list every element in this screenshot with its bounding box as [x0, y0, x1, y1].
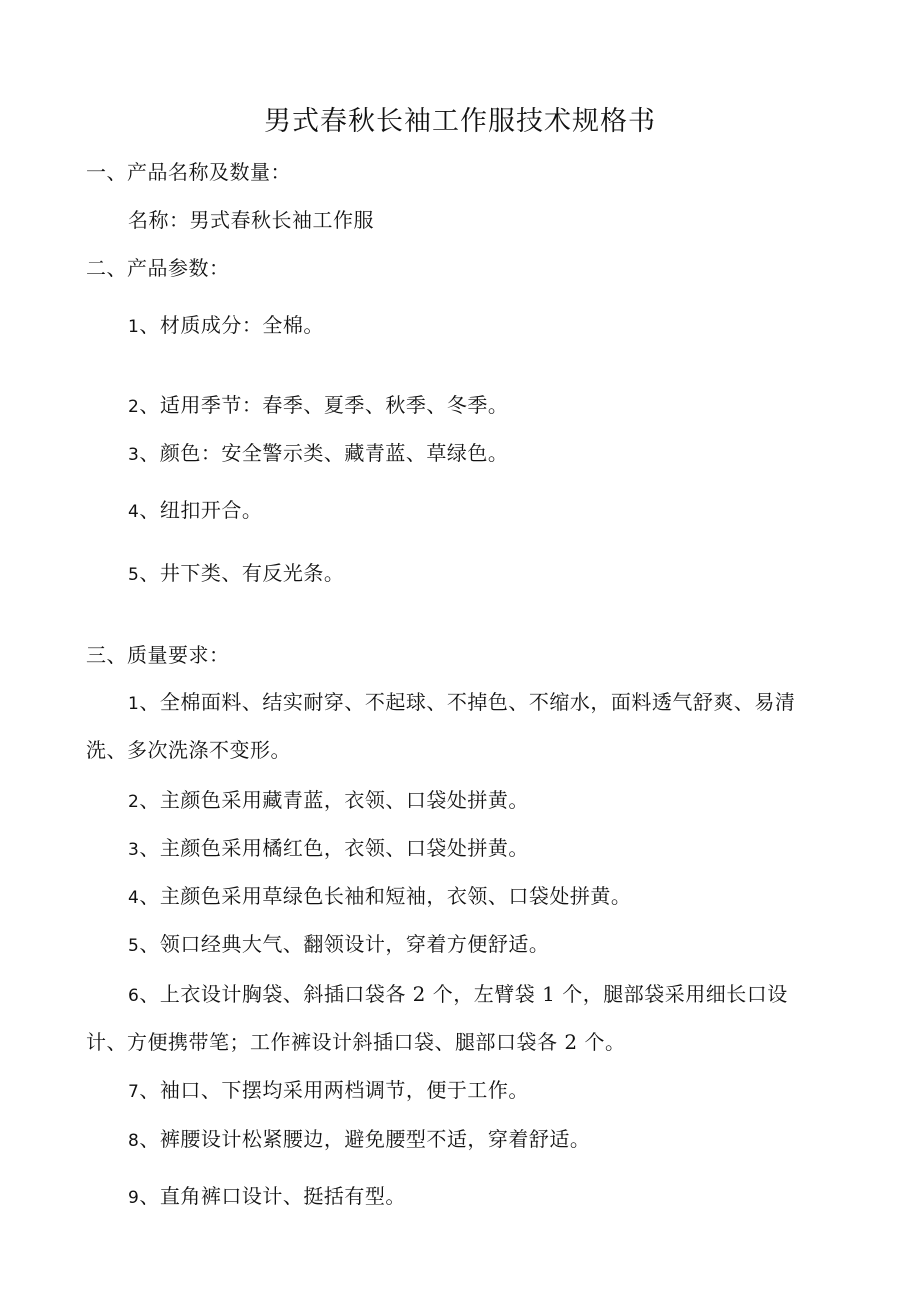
item-text: 、主颜色采用橘红色，衣领、口袋处拼黄。 [139, 836, 529, 860]
param-item [128, 390, 508, 422]
item-text: 、主颜色采用藏青蓝，衣领、口袋处拼黄。 [139, 788, 529, 812]
quality-item [128, 1124, 590, 1156]
product-name-line: 名称：男式春秋长袖工作服 [128, 208, 374, 232]
item-text: 、颜色：安全警示类、藏青蓝、草绿色。 [139, 441, 509, 465]
item-text: 、裤腰设计松紧腰边，避免腰型不适，穿着舒适。 [139, 1127, 591, 1151]
item-text: 、直角裤口设计、挺括有型。 [139, 1184, 406, 1208]
item-text: 、主颜色采用草绿色长袖和短袖，衣领、口袋处拼黄。 [139, 884, 632, 908]
item-number: 2 [128, 792, 140, 812]
item-number: 5 [128, 936, 140, 956]
quality-item [128, 687, 795, 719]
item-number: 3 [128, 445, 140, 465]
item-number: 5 [128, 565, 140, 585]
item-text: 、材质成分：全棉。 [139, 313, 324, 337]
param-item [128, 438, 508, 470]
param-item [128, 558, 344, 590]
item-text: 、领口经典大气、翻领设计，穿着方便舒适。 [139, 932, 550, 956]
param-item [128, 310, 324, 342]
quality-item-continuation: 洗、多次洗涤不变形。 [86, 738, 291, 762]
item-number: 2 [128, 397, 140, 417]
item-number: 1 [128, 317, 140, 337]
quality-item [128, 929, 549, 961]
item-text: 、上衣设计胸袋、斜插口袋各 2 个，左臂袋 1 个，腿部袋采用细长口设 [139, 982, 788, 1006]
section-2-heading: 二、产品参数： [86, 256, 230, 280]
item-number: 4 [128, 888, 140, 908]
item-text: 、适用季节：春季、夏季、秋季、冬季。 [139, 393, 509, 417]
item-text: 、井下类、有反光条。 [139, 561, 345, 585]
quality-item [128, 881, 631, 913]
item-text: 、全棉面料、结实耐穿、不起球、不掉色、不缩水，面料透气舒爽、易清 [139, 690, 796, 714]
item-number: 3 [128, 840, 140, 860]
item-number: 6 [128, 986, 140, 1006]
quality-item [128, 1075, 529, 1107]
quality-item [128, 785, 529, 817]
quality-item-continuation: 计、方便携带笔；工作裤设计斜插口袋、腿部口袋各 2 个。 [86, 1030, 626, 1054]
param-item [128, 495, 262, 527]
section-1-heading: 一、产品名称及数量： [86, 160, 291, 184]
item-number: 7 [128, 1082, 140, 1102]
item-number: 4 [128, 502, 140, 522]
item-number: 1 [128, 694, 140, 714]
section-3-heading: 三、质量要求： [86, 643, 230, 667]
quality-item [128, 833, 529, 865]
item-number: 8 [128, 1131, 140, 1151]
document-title: 男式春秋长袖工作服技术规格书 [264, 106, 656, 137]
item-text: 、纽扣开合。 [139, 498, 263, 522]
quality-item [128, 1181, 406, 1213]
quality-item [128, 979, 788, 1011]
item-number: 9 [128, 1188, 140, 1208]
item-text: 、袖口、下摆均采用两档调节，便于工作。 [139, 1078, 529, 1102]
